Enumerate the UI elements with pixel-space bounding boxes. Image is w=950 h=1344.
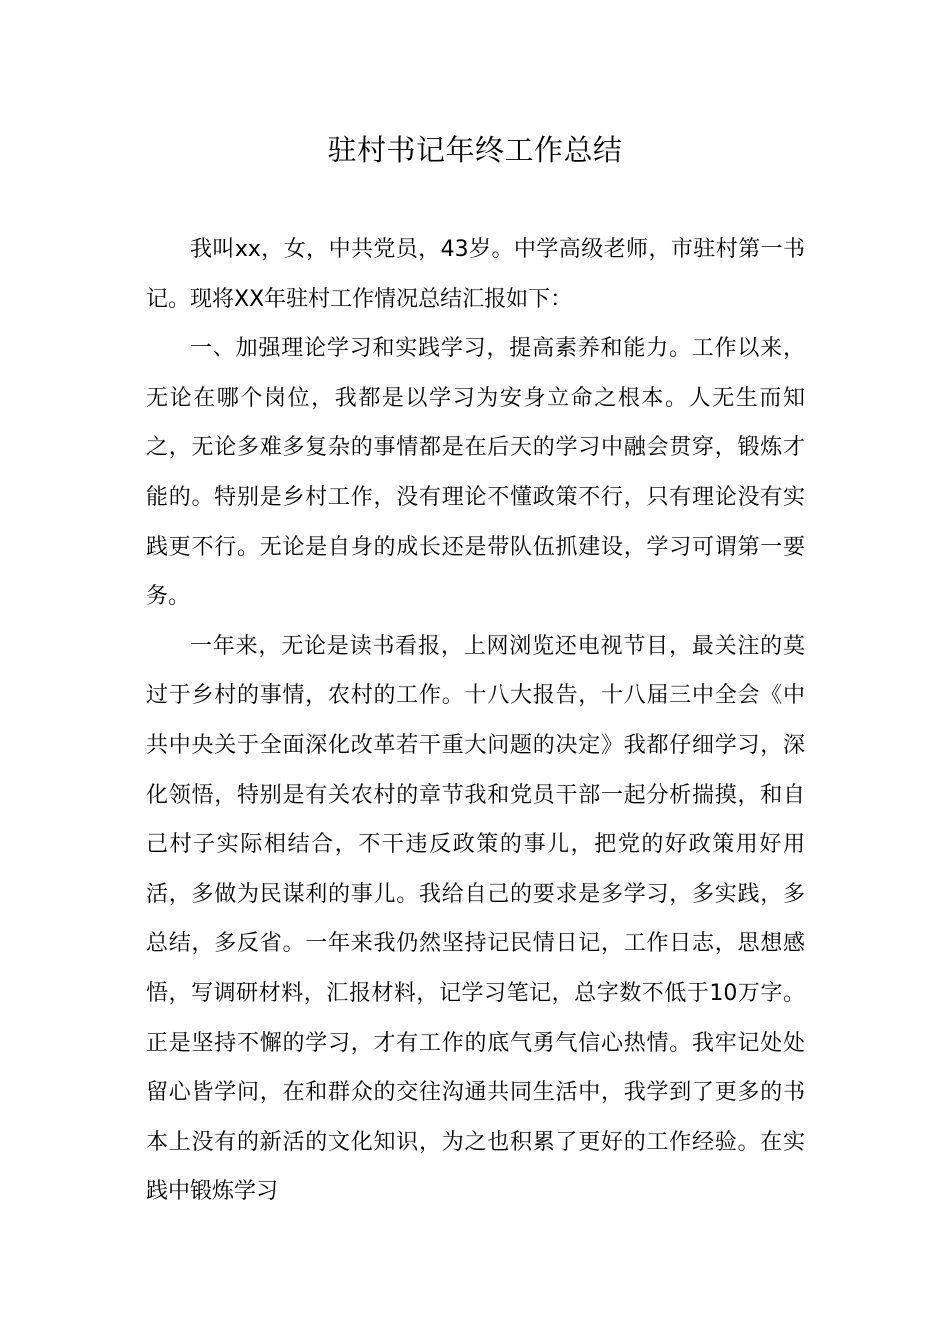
document-title: 驻村书记年终工作总结 (327, 133, 623, 167)
paragraph-section-one: 一、加强理论学习和实践学习，提高素养和能力。工作以来，无论在哪个岗位，我都是以学习为安身立命之根本。人无生而知之，无论多难多复杂的事情都是在后天的学习中融会贯穿，锻炼才能的。特别是乡村工作，没有理论不懂政策不行，只有理论没有实践更不行。无论是自身的成长还是带队伍抓建设，学习可谓第一要务。 (146, 336, 805, 610)
paragraph-intro: 我叫xx，女，中共党员，43岁。中学高级老师，市驻村第一书记。现将XX年驻村工作情况总结汇报如下： (146, 237, 805, 312)
document-body (146, 225, 805, 1217)
paragraph-year-review: 一年来，无论是读书看报，上网浏览还电视节目，最关注的莫过于乡村的事情，农村的工作。十八大报告，十八届三中全会《中共中央关于全面深化改革若干重大问题的决定》我都仔细学习，深化领悟，特别是有关农村的章节我和党员干部一起分析揣摸，和自己村子实际相结合，不干违反政策的事儿，把党的好政策用好用活，多做为民谋利的事儿。我给自己的要求是多学习，多实践，多总结，多反省。一年来我仍然坚持记民情日记，工作日志，思想感悟，写调研材料，汇报材料，记学习笔记，总字数不低于10万字。正是坚持不懈的学习，才有工作的底气勇气信心热情。我牢记处处留心皆学问，在和群众的交往沟通共同生活中，我学到了更多的书本上没有的新活的文化知识，为之也积累了更好的工作经验。在实践中锻炼学习 (146, 633, 805, 1205)
